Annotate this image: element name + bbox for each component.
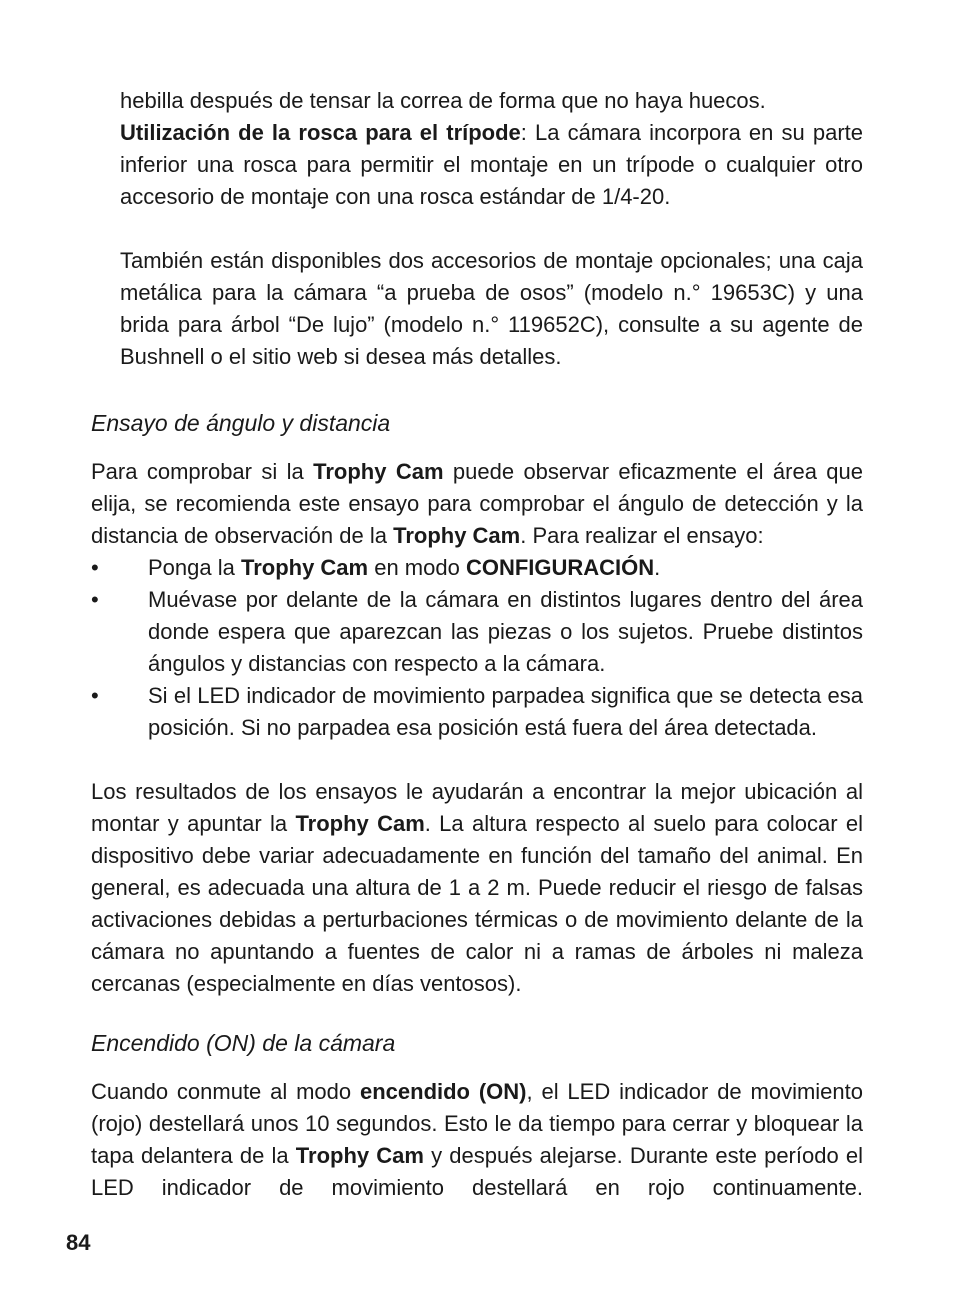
- intro-paragraph: [120, 85, 863, 213]
- bullet-text: .: [654, 555, 661, 580]
- on-paragraph: [91, 1076, 863, 1204]
- bullet-icon: •: [91, 587, 99, 612]
- test-text-e: . Para realizar el ensayo:: [520, 523, 764, 548]
- list-item-text: Muévase por delante de la cámara en distintos lugares dentro del área donde espera que aparezcan las piezas o los sujetos. Pruebe distintos ángulos y distancias con respecto a la cámara.: [148, 587, 863, 676]
- product-name: Trophy Cam: [240, 555, 369, 580]
- bullet-icon: •: [91, 683, 99, 708]
- tripod-text: : La cámara incorpora en su parte inferior una rosca para permitir el montaje en un trípode o cualquier otro accesorio de montaje con una rosca estándar de 1/4-20.: [120, 120, 863, 209]
- mode-name: CONFIGURACIÓN: [465, 555, 655, 580]
- results-text-a: Los resultados de los ensayos le ayudarán a encontrar la mejor ubicación al montar y apuntar la: [91, 779, 863, 836]
- mode-name: encendido (ON): [359, 1079, 527, 1104]
- accessories-paragraph: También están disponibles dos accesorios de montaje opcionales; una caja metálica para la cámara “a prueba de osos” (modelo n.° 19653C) y una brida para árbol “De lujo” (modelo n.° 119652C), consulte a su agente de Bushnell o el sitio web si desea más detalles.: [120, 248, 863, 369]
- list-item-text: Si el LED indicador de movimiento parpadea significa que se detecta esa posición. Si no parpadea esa posición está fuera del área detectada.: [148, 683, 863, 740]
- test-text-c: puede observar eficazmente el área que elija, se recomienda este ensayo para comprobar el ángulo de detección y la distancia de observación de la: [91, 459, 864, 548]
- product-name: Trophy Cam: [295, 1143, 424, 1168]
- product-name: Trophy Cam: [313, 459, 444, 484]
- bullet-text: en modo: [368, 555, 466, 580]
- product-name: Trophy Cam: [295, 811, 425, 836]
- results-paragraph: [91, 776, 863, 1000]
- on-text-c: , el LED indicador de movimiento (rojo) destellará unos 10 segundos. Esto le da tiempo para cerrar y bloquear la tapa delantera de la: [91, 1079, 863, 1168]
- section-heading-angle-distance: Ensayo de ángulo y distancia: [91, 410, 391, 436]
- bullet-text: Ponga la: [148, 555, 241, 580]
- test-text-a: Para comprobar si la: [91, 459, 314, 484]
- on-text-e: y después alejarse. Durante este período el LED indicador de movimiento destellará en rojo continuamente.: [91, 1143, 863, 1200]
- test-paragraph: [91, 456, 863, 552]
- page-number: 84: [66, 1230, 91, 1255]
- results-text-c: . La altura respecto al suelo para colocar el dispositivo debe variar adecuadamente en función del tamaño del animal. En general, es adecuada una altura de 1 a 2 m. Puede reducir el riesgo de falsas activaciones debidas a perturbaciones térmicas o de movimiento delante de la cámara no apuntando a fuentes de calor ni a ramas de árboles ni maleza cercanas (especialmente en días ventosos).: [91, 811, 863, 996]
- intro-line: hebilla después de tensar la correa de forma que no haya huecos.: [120, 88, 766, 113]
- list-item-text: [148, 552, 863, 584]
- section-heading-camera-on: Encendido (ON) de la cámara: [91, 1030, 396, 1056]
- tripod-heading: Utilización de la rosca para el trípode: [120, 120, 521, 145]
- on-text-a: Cuando conmute al modo: [91, 1079, 360, 1104]
- bullet-icon: •: [91, 555, 99, 580]
- product-name: Trophy Cam: [393, 523, 521, 548]
